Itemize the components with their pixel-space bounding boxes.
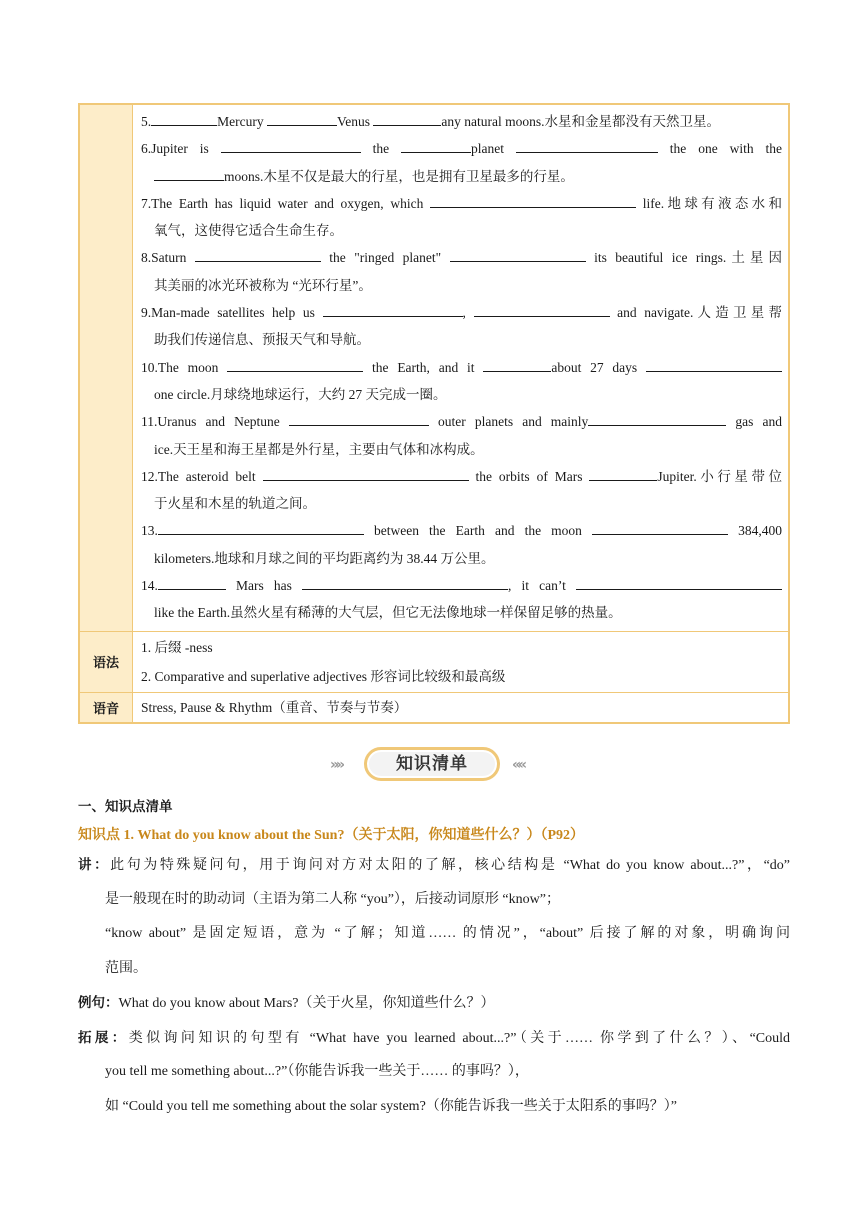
sentence-line	[141, 517, 782, 544]
phonetics-label: 语音	[80, 693, 133, 722]
sentence-text: 氧气，这使得它适合生命生存。	[154, 223, 343, 239]
sentence-line	[141, 272, 782, 299]
sentence-text: 6.Jupiter is	[141, 141, 221, 157]
sentence-text: 12.The asteroid belt	[141, 468, 263, 484]
sentence-text: between the Earth and the moon	[363, 523, 593, 539]
sentence-line	[141, 463, 782, 490]
sentence-line	[141, 572, 782, 599]
sentence-text: ice.天王星和海王星都是外行星，主要由气体和冰构成。	[154, 441, 484, 457]
sentence-text: 助我们传递信息、预报天气和导航。	[154, 332, 370, 348]
sentence-line	[141, 190, 782, 217]
sentence-line	[141, 545, 782, 572]
answer-blank[interactable]	[158, 575, 226, 590]
paragraph-line	[78, 1021, 790, 1056]
chevrons-left-icon: ««	[512, 757, 525, 773]
answer-blank[interactable]	[221, 138, 361, 153]
paragraph-text: “know about” 是固定短语，意为 “了解；知道…… 的情况”，“about” 后接了解的对象，明确询问	[105, 926, 790, 941]
sentence-text: Jupiter.小行星带位	[657, 468, 783, 484]
paragraph-line	[78, 986, 790, 1021]
answer-blank[interactable]	[302, 575, 508, 590]
sentence-text: Venus	[336, 114, 374, 129]
paragraph-text: 此句为特殊疑问句，用于询问对方对太阳的了解，核心结构是 “What do you know about...?”，“do”	[110, 858, 790, 873]
sentence-text: the Earth, and it	[363, 359, 484, 375]
paragraph-line	[78, 917, 790, 952]
sentence-line	[141, 326, 782, 353]
paragraph-text: 是一般现在时的助动词（主语为第二人称 “you”），后接动词原形 “know”；	[105, 891, 560, 907]
vocab-label-cell	[80, 105, 133, 631]
paragraph-text: 范围。	[105, 960, 147, 976]
sentence-text: 384,400	[728, 523, 782, 539]
sentence-text: 14.	[141, 578, 158, 594]
sentence-text: 8.Saturn	[141, 250, 195, 266]
phonetics-text	[133, 693, 788, 722]
answer-blank[interactable]	[151, 111, 217, 126]
banner-title: 知识清单	[396, 754, 468, 774]
answer-blank[interactable]	[227, 357, 363, 372]
grammar-label: 语法	[80, 632, 133, 692]
sentence-text: its beautiful ice rings.土星因	[585, 250, 782, 266]
answer-blank[interactable]	[588, 411, 726, 426]
sentence-text: 7.The Earth has liquid water and oxygen, which	[141, 195, 431, 211]
answer-blank[interactable]	[576, 575, 782, 590]
paragraph-text: What do you know about Mars?（关于火星，你知道些什么？）	[118, 996, 495, 1011]
sentence-line	[141, 490, 782, 517]
banner-pill	[364, 747, 500, 781]
section-banner	[328, 745, 540, 785]
sentence-text: , it can’t	[508, 578, 576, 594]
grammar-item: 1. 后缀 -ness	[141, 639, 213, 655]
sentence-text: 其美丽的冰光环被称为 “光环行星”。	[154, 277, 372, 293]
sentence-text: kilometers.地球和月球之间的平均距离约为 38.44 万公里。	[154, 550, 495, 566]
paragraph-line	[78, 952, 790, 987]
sentence-line	[141, 135, 782, 162]
answer-blank[interactable]	[646, 357, 782, 372]
sentence-line	[141, 163, 782, 190]
sentence-text: like the Earth.虽然火星有稀薄的大气层，但它无法像地球一样保留足够的热量。	[154, 605, 622, 621]
paragraph-text: you tell me something about...?”（你能告诉我一些关于…… 的事吗？），	[105, 1064, 529, 1079]
answer-blank[interactable]	[401, 138, 471, 153]
sentence-line	[141, 436, 782, 463]
sentence-line	[141, 354, 782, 381]
answer-blank[interactable]	[195, 247, 321, 262]
grammar-row	[80, 631, 788, 692]
paragraph-line	[78, 883, 790, 918]
paragraph-line	[78, 1055, 790, 1090]
sentence-text: gas and	[726, 414, 782, 430]
phonetics-line: Stress, Pause & Rhythm（重音、节奏与节奏）	[141, 699, 408, 715]
sentence-text: Mars has	[225, 578, 302, 594]
paragraph-line	[78, 848, 790, 883]
sentence-line	[141, 217, 782, 244]
sentence-text: planet	[471, 141, 516, 157]
sentence-text: about 27 days	[551, 359, 646, 375]
answer-blank[interactable]	[154, 166, 224, 181]
sentence-line	[141, 408, 782, 435]
sentence-text: any natural moons.水星和金星都没有天然卫星。	[441, 114, 720, 129]
sentence-line	[141, 299, 782, 326]
sentence-line	[141, 244, 782, 271]
answer-blank[interactable]	[323, 302, 463, 317]
answer-blank[interactable]	[263, 466, 469, 481]
vocab-sentences	[133, 105, 788, 631]
vocab-row	[80, 105, 788, 631]
answer-blank[interactable]	[592, 520, 728, 535]
phonetics-row	[80, 692, 788, 722]
explanation-paragraphs	[78, 848, 790, 1124]
sentence-text: Mercury	[217, 114, 267, 129]
sentence-text: 13.	[141, 523, 158, 539]
answer-blank[interactable]	[267, 111, 337, 126]
chevrons-right-icon: »»	[330, 757, 343, 773]
paragraph-label: 讲：	[78, 857, 111, 873]
summary-table	[78, 103, 790, 724]
sentence-text: 9.Man-made satellites help us	[141, 305, 323, 321]
paragraph-label: 例句：	[78, 995, 119, 1011]
answer-blank[interactable]	[450, 247, 586, 262]
paragraph-label: 拓展：	[78, 1029, 129, 1046]
sentence-text: one circle.月球绕地球运行，大约 27 天完成一圈。	[154, 386, 447, 402]
sentence-text: life.地球有液态水和	[636, 195, 782, 211]
grammar-items	[133, 632, 788, 692]
answer-blank[interactable]	[483, 357, 551, 372]
sentence-line	[141, 599, 782, 626]
grammar-item: 2. Comparative and superlative adjectives 形容词比较级和最高级	[141, 668, 506, 684]
paragraph-text: 如 “Could you tell me something about the solar system?（你能告诉我一些关于太阳系的事吗？）”	[105, 1098, 677, 1114]
sentence-line	[141, 108, 782, 135]
sentence-text: 5.	[141, 114, 152, 129]
answer-blank[interactable]	[373, 111, 441, 126]
knowledge-point-title: 知识点 1. What do you know about the Sun?（关于太阳，你知道些什么？）（P92）	[78, 828, 585, 843]
answer-blank[interactable]	[289, 411, 429, 426]
answer-blank[interactable]	[589, 466, 657, 481]
sentence-text: the	[360, 141, 401, 157]
sentence-text: outer planets and mainly	[428, 414, 589, 430]
sentence-text: 10.The moon	[141, 359, 228, 375]
sentence-text: 于火星和木星的轨道之间。	[154, 496, 316, 512]
answer-blank[interactable]	[158, 520, 364, 535]
sentence-text: and navigate.人造卫星帮	[609, 305, 782, 321]
sentence-line	[141, 381, 782, 408]
sentence-text: the "ringed planet"	[320, 250, 450, 266]
answer-blank[interactable]	[430, 193, 636, 208]
sentence-text: 11.Uranus and Neptune	[141, 414, 289, 430]
paragraph-text: 类似询问知识的句型有 “What have you learned about...?”（关于…… 你学到了什么？）、“Could	[128, 1030, 791, 1046]
sentence-text: the orbits of Mars	[468, 468, 590, 484]
paragraph-line	[78, 1090, 790, 1125]
answer-blank[interactable]	[516, 138, 658, 153]
sentence-text: ,	[462, 305, 474, 321]
section-heading: 一、知识点清单	[78, 799, 173, 815]
sentence-text: moons.木星不仅是最大的行星，也是拥有卫星最多的行星。	[224, 168, 574, 184]
answer-blank[interactable]	[474, 302, 610, 317]
sentence-text: the one with the	[657, 141, 782, 157]
